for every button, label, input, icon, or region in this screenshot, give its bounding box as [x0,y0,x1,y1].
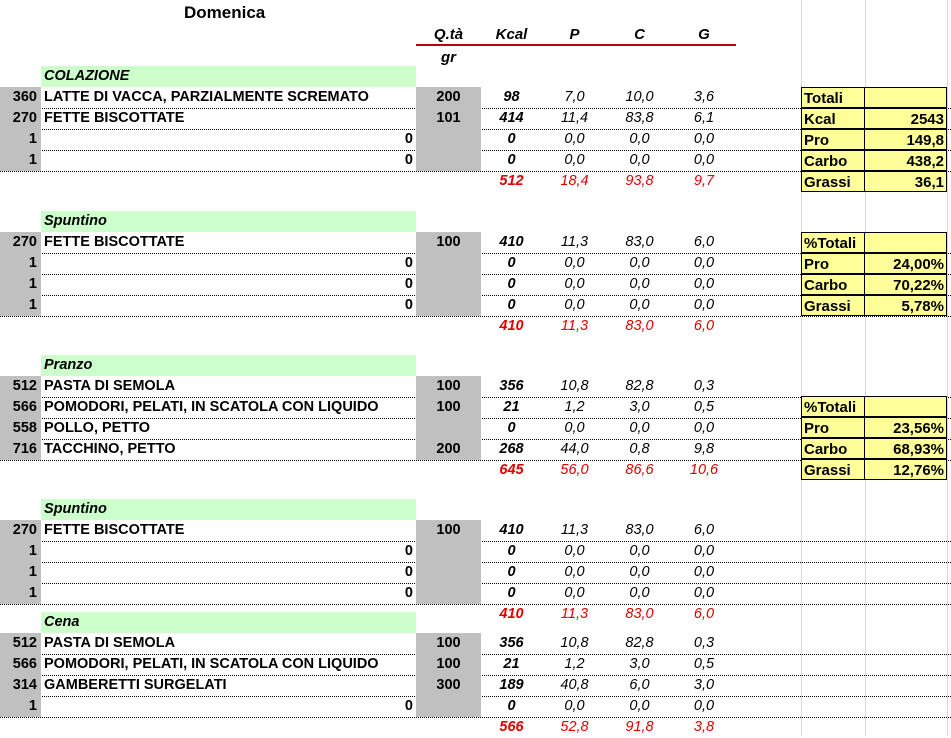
p-cell[interactable]: 0,0 [564,276,585,292]
total-p-cell[interactable]: 52,8 [560,719,589,735]
kcal-cell[interactable]: 414 [499,110,524,126]
code-cell[interactable]: 314 [0,675,41,696]
meal-total-row[interactable] [0,717,951,738]
qta-cell[interactable] [416,562,481,583]
p-cell[interactable]: 7,0 [564,89,585,105]
summary-label[interactable]: Pro [801,417,865,438]
p-cell[interactable]: 0,0 [564,585,585,601]
qta-cell[interactable]: 100 [416,376,481,397]
header-kcal: Kcal [495,26,528,43]
summary-header-row[interactable] [801,232,947,253]
g-cell[interactable]: 0,0 [693,564,715,580]
food-name-cell[interactable]: POMODORI, PELATI, IN SCATOLA CON LIQUIDO [44,399,379,415]
kcal-cell[interactable]: 0 [507,152,516,168]
meal-header: Spuntino [41,211,416,232]
p-cell[interactable]: 11,3 [560,522,589,538]
kcal-cell[interactable]: 410 [499,234,524,250]
summary-value[interactable]: 2543 [865,108,947,129]
food-row[interactable] [0,583,951,605]
food-row[interactable] [0,654,951,676]
summary-label[interactable]: Grassi [801,295,865,316]
total-kcal-cell[interactable]: 512 [499,173,524,189]
c-cell[interactable]: 0,0 [629,543,650,559]
total-c-cell[interactable]: 86,6 [625,462,654,478]
qta-cell[interactable] [416,150,481,171]
food-name-cell[interactable]: 0 [404,276,413,292]
header-underline [416,44,736,46]
summary-value[interactable]: 5,78% [865,295,947,316]
g-cell[interactable]: 6,1 [693,110,715,126]
food-name-cell[interactable]: 0 [404,543,413,559]
kcal-cell[interactable]: 0 [507,543,516,559]
summary-value[interactable]: 36,1 [865,171,947,192]
code-cell[interactable]: 1 [0,150,41,171]
p-cell[interactable]: 11,4 [560,110,589,126]
code-cell[interactable]: 566 [0,654,41,675]
total-c-cell[interactable]: 83,0 [625,606,654,622]
summary-value[interactable]: 23,56% [865,417,947,438]
code-cell[interactable]: 1 [0,696,41,717]
p-cell[interactable]: 40,8 [560,677,589,693]
code-cell[interactable]: 1 [0,129,41,150]
p-cell[interactable]: 11,3 [560,234,589,250]
c-cell[interactable]: 0,0 [629,131,650,147]
summary-value[interactable]: 68,93% [865,438,947,459]
g-cell[interactable]: 0,5 [693,399,715,415]
summary-value[interactable] [865,87,947,108]
kcal-cell[interactable]: 0 [507,276,516,292]
summary-label[interactable]: Carbo [801,150,865,171]
summary-label[interactable]: Pro [801,253,865,274]
total-c-cell[interactable]: 93,8 [625,173,654,189]
header-g: G [698,26,710,43]
total-g-cell[interactable]: 10,6 [689,462,719,478]
header-unit: gr [441,49,456,66]
summary-row[interactable] [801,295,947,316]
p-cell[interactable]: 0,0 [564,131,585,147]
summary-value[interactable]: 70,22% [865,274,947,295]
g-cell[interactable]: 0,0 [693,585,715,601]
food-name-cell[interactable]: 0 [404,131,413,147]
p-cell[interactable]: 0,0 [564,152,585,168]
c-cell[interactable]: 3,0 [629,656,650,672]
code-cell[interactable]: 566 [0,397,41,418]
qta-cell[interactable] [416,274,481,295]
summary-label[interactable]: Pro [801,129,865,150]
g-cell[interactable]: 0,0 [693,255,715,271]
g-cell[interactable]: 6,0 [693,522,715,538]
code-cell[interactable]: 558 [0,418,41,439]
qta-cell[interactable]: 100 [416,520,481,541]
total-c-cell[interactable]: 91,8 [625,719,654,735]
summary-value[interactable]: 12,76% [865,459,947,480]
food-name-cell[interactable]: POLLO, PETTO [44,420,151,436]
total-g-cell[interactable]: 6,0 [693,606,715,622]
summary-value[interactable]: 438,2 [865,150,947,171]
qta-cell[interactable]: 100 [416,654,481,675]
summary-label[interactable]: Carbo [801,274,865,295]
qta-cell[interactable] [416,696,481,717]
g-cell[interactable]: 6,0 [693,234,715,250]
code-cell[interactable]: 1 [0,274,41,295]
c-cell[interactable]: 6,0 [629,677,650,693]
c-cell[interactable]: 0,0 [629,564,650,580]
summary-label[interactable]: Grassi [801,171,865,192]
summary-row[interactable] [801,108,947,129]
kcal-cell[interactable]: 98 [503,89,520,105]
p-cell[interactable]: 0,0 [564,255,585,271]
meal-total-row[interactable] [0,316,951,337]
code-cell[interactable]: 1 [0,562,41,583]
food-name-cell[interactable]: 0 [404,255,413,271]
food-row[interactable] [0,541,951,563]
c-cell[interactable]: 82,8 [625,378,654,394]
c-cell[interactable]: 83,0 [625,522,654,538]
c-cell[interactable]: 3,0 [629,399,650,415]
kcal-cell[interactable]: 0 [507,420,516,436]
summary-value[interactable] [865,232,947,253]
summary-row[interactable] [801,150,947,171]
summary-row[interactable] [801,417,947,438]
p-cell[interactable]: 10,8 [560,635,589,651]
qta-cell[interactable]: 200 [416,439,481,460]
code-cell[interactable]: 270 [0,108,41,129]
c-cell[interactable]: 82,8 [625,635,654,651]
summary-header-row[interactable] [801,396,947,417]
code-cell[interactable]: 1 [0,295,41,316]
g-cell[interactable]: 0,0 [693,297,715,313]
header-qta: Q.tà [433,26,464,43]
p-cell[interactable]: 1,2 [564,656,585,672]
total-g-cell[interactable]: 9,7 [693,173,715,189]
food-name-cell[interactable]: 0 [404,585,413,601]
qta-cell[interactable]: 100 [416,397,481,418]
total-p-cell[interactable]: 11,3 [560,318,589,334]
total-g-cell[interactable]: 3,8 [693,719,715,735]
kcal-cell[interactable]: 0 [507,564,516,580]
c-cell[interactable]: 0,0 [629,297,650,313]
c-cell[interactable]: 0,0 [629,276,650,292]
p-cell[interactable]: 0,0 [564,564,585,580]
kcal-cell[interactable]: 21 [503,656,520,672]
code-cell[interactable]: 1 [0,541,41,562]
c-cell[interactable]: 0,0 [629,698,650,714]
p-cell[interactable]: 0,0 [564,420,585,436]
total-g-cell[interactable]: 6,0 [693,318,715,334]
total-p-cell[interactable]: 18,4 [560,173,589,189]
qta-cell[interactable]: 200 [416,87,481,108]
food-name-cell[interactable]: FETTE BISCOTTATE [44,110,185,126]
code-cell[interactable]: 1 [0,253,41,274]
summary-label[interactable]: %Totali [801,396,865,417]
food-name-cell[interactable]: PASTA DI SEMOLA [44,378,176,394]
food-name-cell[interactable]: FETTE BISCOTTATE [44,522,185,538]
kcal-cell[interactable]: 21 [503,399,520,415]
p-cell[interactable]: 0,0 [564,543,585,559]
code-cell[interactable]: 512 [0,376,41,397]
food-row[interactable] [0,633,951,655]
qta-cell[interactable] [416,583,481,604]
g-cell[interactable]: 3,0 [693,677,715,693]
header-p: P [569,26,580,43]
g-cell[interactable]: 0,0 [693,698,715,714]
summary-label[interactable]: Carbo [801,438,865,459]
qta-cell[interactable]: 100 [416,633,481,654]
g-cell[interactable]: 0,0 [693,131,715,147]
header-c: C [634,26,645,43]
code-cell[interactable]: 716 [0,439,41,460]
kcal-cell[interactable]: 268 [499,441,524,457]
qta-cell[interactable]: 101 [416,108,481,129]
qta-cell[interactable]: 300 [416,675,481,696]
food-row[interactable] [0,696,951,718]
food-name-cell[interactable]: LATTE DI VACCA, PARZIALMENTE SCREMATO [44,89,369,105]
summary-label[interactable]: Totali [801,87,865,108]
g-cell[interactable]: 0,3 [693,635,715,651]
summary-label[interactable]: Grassi [801,459,865,480]
food-name-cell[interactable]: 0 [404,152,413,168]
code-cell[interactable]: 1 [0,583,41,604]
p-cell[interactable]: 0,0 [564,297,585,313]
qta-cell[interactable] [416,295,481,316]
total-kcal-cell[interactable]: 410 [499,318,524,334]
qta-cell[interactable] [416,541,481,562]
g-cell[interactable]: 3,6 [693,89,715,105]
summary-value[interactable]: 149,8 [865,129,947,150]
summary-value[interactable]: 24,00% [865,253,947,274]
kcal-cell[interactable]: 356 [499,635,524,651]
c-cell[interactable]: 0,0 [629,585,650,601]
qta-cell[interactable] [416,418,481,439]
code-cell[interactable]: 270 [0,520,41,541]
food-row[interactable] [0,675,951,697]
sheet-title: Domenica [184,3,266,22]
food-name-cell[interactable]: POMODORI, PELATI, IN SCATOLA CON LIQUIDO [44,656,379,672]
kcal-cell[interactable]: 0 [507,255,516,271]
food-row[interactable] [0,376,951,398]
kcal-cell[interactable]: 0 [507,585,516,601]
summary-row[interactable] [801,171,947,192]
qta-cell[interactable] [416,129,481,150]
total-kcal-cell[interactable]: 566 [499,719,524,735]
total-p-cell[interactable]: 56,0 [560,462,589,478]
c-cell[interactable]: 0,0 [629,420,650,436]
c-cell[interactable]: 0,8 [629,441,650,457]
summary-row[interactable] [801,274,947,295]
food-name-cell[interactable]: GAMBERETTI SURGELATI [44,677,227,693]
total-c-cell[interactable]: 83,0 [625,318,654,334]
summary-header-row[interactable] [801,87,947,108]
kcal-cell[interactable]: 189 [499,677,524,693]
g-cell[interactable]: 9,8 [693,441,715,457]
code-cell[interactable]: 270 [0,232,41,253]
qta-cell[interactable] [416,253,481,274]
summary-label[interactable]: %Totali [801,232,865,253]
food-name-cell[interactable]: 0 [404,564,413,580]
p-cell[interactable]: 0,0 [564,698,585,714]
kcal-cell[interactable]: 356 [499,378,524,394]
p-cell[interactable]: 44,0 [560,441,589,457]
food-row[interactable] [0,520,951,542]
c-cell[interactable]: 83,8 [625,110,654,126]
code-cell[interactable]: 512 [0,633,41,654]
summary-value[interactable] [865,396,947,417]
total-p-cell[interactable]: 11,3 [560,606,589,622]
food-name-cell[interactable]: 0 [404,698,413,714]
summary-row[interactable] [801,459,947,480]
g-cell[interactable]: 0,0 [693,420,715,436]
c-cell[interactable]: 0,0 [629,152,650,168]
total-kcal-cell[interactable]: 410 [499,606,524,622]
summary-row[interactable] [801,438,947,459]
kcal-cell[interactable]: 410 [499,522,524,538]
total-kcal-cell[interactable]: 645 [499,462,524,478]
meal-header: COLAZIONE [41,66,416,87]
qta-cell[interactable]: 100 [416,232,481,253]
p-cell[interactable]: 10,8 [560,378,589,394]
food-name-cell[interactable]: PASTA DI SEMOLA [44,635,176,651]
kcal-cell[interactable]: 0 [507,131,516,147]
g-cell[interactable]: 0,5 [693,656,715,672]
food-row[interactable] [0,562,951,584]
meal-header: Pranzo [41,355,416,376]
kcal-cell[interactable]: 0 [507,698,516,714]
g-cell[interactable]: 0,0 [693,543,715,559]
kcal-cell[interactable]: 0 [507,297,516,313]
c-cell[interactable]: 10,0 [625,89,654,105]
meal-header: Spuntino [41,499,416,520]
summary-row[interactable] [801,129,947,150]
meal-header: Cena [41,612,416,633]
g-cell[interactable]: 0,0 [693,152,715,168]
c-cell[interactable]: 0,0 [629,255,650,271]
summary-label[interactable]: Kcal [801,108,865,129]
p-cell[interactable]: 1,2 [564,399,585,415]
g-cell[interactable]: 0,0 [693,276,715,292]
food-name-cell[interactable]: TACCHINO, PETTO [44,441,176,457]
code-cell[interactable]: 360 [0,87,41,108]
c-cell[interactable]: 83,0 [625,234,654,250]
food-name-cell[interactable]: 0 [404,297,413,313]
g-cell[interactable]: 0,3 [693,378,715,394]
food-name-cell[interactable]: FETTE BISCOTTATE [44,234,185,250]
summary-row[interactable] [801,253,947,274]
